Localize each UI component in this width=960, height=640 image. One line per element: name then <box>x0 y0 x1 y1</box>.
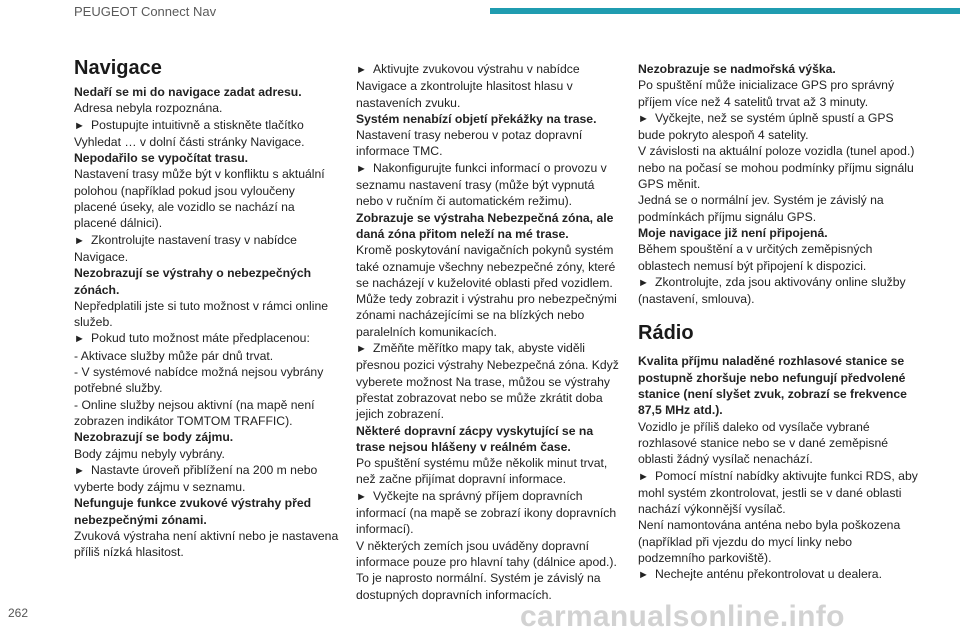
column-3-radio-content <box>638 353 918 583</box>
paragraph: Nastavení trasy může být v konfliktu s aktuální polohou (například pokud jsou vyloučeny placené úseky, ale vozidlo se nachází na placené dálnici). <box>74 167 325 231</box>
header-accent-bar <box>490 8 960 14</box>
action-step: ► Vyčkejte na správný příjem dopravních informací (na mapě se zobrazí ikony dopravních informací). <box>356 488 622 538</box>
paragraph: Po spuštění systému může několik minut trvat, než začne přijímat dopravní informace. <box>356 456 608 487</box>
paragraph: Během spouštění a v určitých zeměpisných oblastech nemusí být připojení k dispozici. <box>638 242 873 273</box>
action-step: ► Změňte měřítko mapy tak, abyste viděli přesnou pozici výstrahy Nebezpečná zóna. Když vyberete možnost Na trase, můžou se výstrahy přestat zobrazovat nebo se může zkrátit doba jejich zobrazení. <box>356 340 622 422</box>
section-title-radio: Rádio <box>638 322 694 345</box>
column-3 <box>638 61 918 584</box>
watermark: carmanualsonline.info <box>520 600 845 633</box>
column-1 <box>74 56 340 561</box>
paragraph: V závislosti na aktuální poloze vozidla (tunel apod.) nebo na počasí se mohou podmínky příjmu signálu GPS měnit. <box>638 144 915 192</box>
paragraph: - Online služby nejsou aktivní (na mapě není zobrazen indikátor TOMTOM TRAFFIC). <box>74 397 315 428</box>
paragraph: Kromě poskytování navigačních pokynů systém také oznamuje všechny nebezpečné zóny, které se nacházejí v kuželovité oblasti před vozidlem. Může tedy zobrazit i výstrahu pro nebezpečnými zónami nacházejícími se na blízkých nebo paralelních komunikacích. <box>356 243 617 339</box>
question-heading: Nezobrazují se výstrahy o nebezpečných zónách. <box>74 266 312 297</box>
question-heading: Nefunguje funkce zvukové výstrahy před nebezpečnými zónami. <box>74 496 312 527</box>
action-step: ► Aktivujte zvukovou výstrahu v nabídce Navigace a zkontrolujte hlasitost hlasu v nastaveních zvuku. <box>356 61 622 111</box>
paragraph: - Aktivace služby může pár dnů trvat. <box>74 348 274 363</box>
paragraph: Nastavení trasy neberou v potaz dopravní informace TMC. <box>356 128 583 159</box>
column-3-nav-content <box>638 61 918 307</box>
column-2 <box>356 61 622 603</box>
column-1-content <box>74 84 340 561</box>
action-step: ► Postupujte intuitivně a stiskněte tlačítko Vyhledat … v dolní části stránky Navigace. <box>74 117 340 151</box>
question-heading: Moje navigace již není připojená. <box>638 225 828 240</box>
action-step: ► Nakonfigurujte funkci informací o provozu v seznamu nastavení trasy (může být vypnutá nebo v ručním či automatickém režimu). <box>356 160 622 210</box>
question-heading: Zobrazuje se výstraha Nebezpečná zóna, ale daná zóna přitom neleží na mé trase. <box>356 210 614 241</box>
action-step: ► Pokud tuto možnost máte předplacenou: <box>74 330 340 347</box>
action-step: ► Zkontrolujte nastavení trasy v nabídce Navigace. <box>74 232 340 266</box>
paragraph: Vozidlo je příliš daleko od vysílače vybrané rozhlasové stanice nebo se v dané zeměpisné oblasti žádný vysílač nenachází. <box>638 419 888 467</box>
paragraph: Nepředplatili jste si tuto možnost v rámci online služeb. <box>74 298 329 330</box>
paragraph: Po spuštění může inicializace GPS pro správný příjem více než 4 satelitů trvat až 3 minuty. <box>638 78 895 109</box>
question-heading: Nepodařilo se vypočítat trasu. <box>74 151 249 166</box>
question-heading: Nedaří se mi do navigace zadat adresu. <box>74 85 302 99</box>
paragraph: Body zájmu nebyly vybrány. <box>74 446 225 461</box>
section-title-navigace: Navigace <box>74 57 162 79</box>
question-heading: Nezobrazuje se nadmořská výška. <box>638 62 836 76</box>
page-number: 262 <box>8 606 29 620</box>
paragraph: V některých zemích jsou uváděny dopravní informace pouze pro hlavní tahy (dálnice apod.). To je naprosto normální. Systém je závislý na dostupných dopravních informacích. <box>356 538 617 602</box>
header-title: PEUGEOT Connect Nav <box>74 4 217 19</box>
paragraph: Adresa nebyla rozpoznána. <box>74 101 223 116</box>
action-step: ► Nechejte anténu překontrolovat u dealera. <box>638 566 918 583</box>
action-step: ► Pomocí místní nabídky aktivujte funkci RDS, aby mohl systém zkontrolovat, jestli se v dané oblasti nachází výkonnější vysílač. <box>638 468 918 518</box>
paragraph: - V systémové nabídce možná nejsou vybrány potřebné služby. <box>74 365 324 396</box>
paragraph: Jedná se o normální jev. Systém je závislý na podmínkách příjmu signálu GPS. <box>638 193 884 224</box>
question-heading: Systém nenabízí objetí překážky na trase. <box>356 111 597 126</box>
question-heading: Nezobrazují se body zájmu. <box>74 430 234 445</box>
paragraph: Není namontována anténa nebo byla poškozena (například při vjezdu do mycí linky nebo podzemního parkoviště). <box>638 518 901 566</box>
question-heading: Kvalita příjmu naladěné rozhlasové stanice se postupně zhoršuje nebo nefungují předvolené stanice (není slyšet zvuk, zobrazí se frekvence 87,5 MHz atd.). <box>638 354 907 418</box>
paragraph: Zvuková výstraha není aktivní nebo je nastavena příliš nízká hlasitost. <box>74 529 339 560</box>
column-2-content <box>356 61 622 603</box>
question-heading: Některé dopravní zácpy vyskytující se na trase nejsou hlášeny v reálném čase. <box>356 423 594 454</box>
action-step: ► Zkontrolujte, zda jsou aktivovány online služby (nastavení, smlouva). <box>638 274 918 308</box>
action-step: ► Vyčkejte, než se systém úplně spustí a GPS bude pokryto alespoň 4 satelity. <box>638 110 918 144</box>
action-step: ► Nastavte úroveň přiblížení na 200 m nebo vyberte body zájmu v seznamu. <box>74 462 340 496</box>
